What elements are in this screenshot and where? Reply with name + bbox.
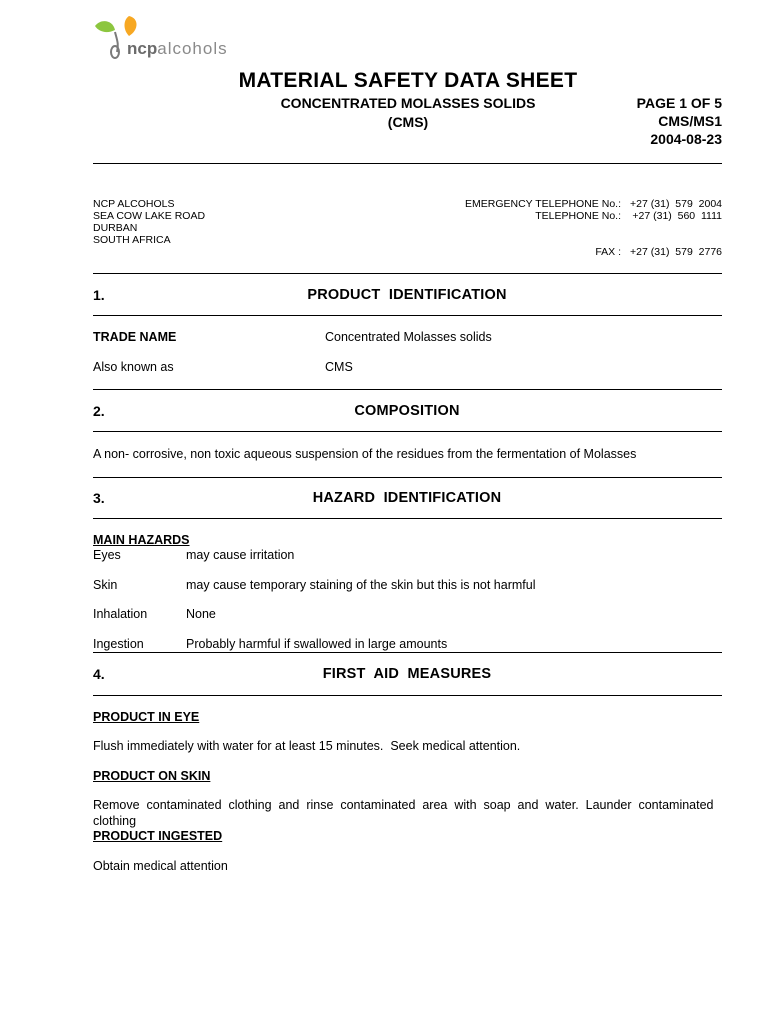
document-code: CMS/MS1 (658, 113, 722, 129)
address-line: DURBAN (93, 222, 138, 234)
product-in-eye-text: Flush immediately with water for at least 15 minutes. Seek medical attention. (93, 739, 521, 753)
hazard-value: may cause temporary staining of the skin but this is not harmful (186, 578, 536, 592)
product-abbreviation: (CMS) (387, 114, 429, 130)
hazard-label: Inhalation (93, 607, 148, 621)
hazard-label: Skin (93, 578, 118, 592)
telephone-value: +27 (31) 560 1111 (632, 210, 722, 222)
product-ingested-heading: PRODUCT INGESTED (93, 829, 223, 843)
logo-prefix: ncp (127, 39, 158, 58)
hazard-value: None (186, 607, 216, 621)
emergency-label: EMERGENCY TELEPHONE No.: (465, 198, 621, 210)
address-line: SOUTH AFRICA (93, 234, 171, 246)
divider (93, 431, 722, 432)
product-on-skin-text-line1: Remove contaminated clothing and rinse contaminated area with soap and water. Launder contaminated (93, 798, 714, 812)
divider (93, 695, 722, 696)
section-2-number: 2. (93, 403, 105, 419)
divider (93, 315, 722, 316)
composition-text: A non- corrosive, non toxic aqueous suspension of the residues from the fermentation of Molasses (93, 447, 637, 461)
hazard-value: may cause irritation (186, 548, 295, 562)
trade-name-value: Concentrated Molasses solids (325, 330, 492, 344)
product-on-skin-heading: PRODUCT ON SKIN (93, 769, 211, 783)
section-4-number: 4. (93, 666, 105, 682)
product-in-eye-heading: PRODUCT IN EYE (93, 710, 200, 724)
section-3-number: 3. (93, 490, 105, 506)
company-logo (93, 14, 283, 60)
hazard-value: Probably harmful if swallowed in large amounts (186, 637, 448, 651)
document-date: 2004-08-23 (650, 131, 722, 147)
trade-name-label: TRADE NAME (93, 330, 177, 344)
section-3-title: HAZARD IDENTIFICATION (312, 490, 502, 506)
section-2-title: COMPOSITION (354, 403, 460, 419)
address-line: SEA COW LAKE ROAD (93, 210, 206, 222)
emergency-value: +27 (31) 579 2004 (630, 198, 722, 210)
fax-value: +27 (31) 579 2776 (630, 246, 722, 258)
divider (93, 477, 722, 478)
aka-value: CMS (325, 360, 353, 374)
product-ingested-text: Obtain medical attention (93, 859, 228, 873)
page-number: PAGE 1 OF 5 (636, 95, 722, 111)
aka-label: Also known as (93, 360, 174, 374)
divider (93, 389, 722, 390)
hazard-label: Ingestion (93, 637, 144, 651)
divider (93, 273, 722, 274)
divider (93, 652, 722, 653)
divider (93, 163, 722, 164)
document-title: MATERIAL SAFETY DATA SHEET (238, 69, 578, 92)
section-4-title: FIRST AID MEASURES (322, 666, 492, 682)
section-1-title: PRODUCT IDENTIFICATION (307, 287, 507, 303)
company-address (93, 198, 205, 246)
main-hazards-heading: MAIN HAZARDS (93, 533, 190, 547)
product-on-skin-text-line2: clothing (93, 814, 137, 828)
fax-label: FAX : (595, 246, 621, 258)
hazard-label: Eyes (93, 548, 121, 562)
address-line: NCP ALCOHOLS (93, 198, 175, 210)
section-1-number: 1. (93, 287, 105, 303)
divider (93, 518, 722, 519)
logo-suffix: alcohols (157, 39, 228, 58)
telephone-label: TELEPHONE No.: (535, 210, 621, 222)
product-name: CONCENTRATED MOLASSES SOLIDS (280, 95, 536, 111)
